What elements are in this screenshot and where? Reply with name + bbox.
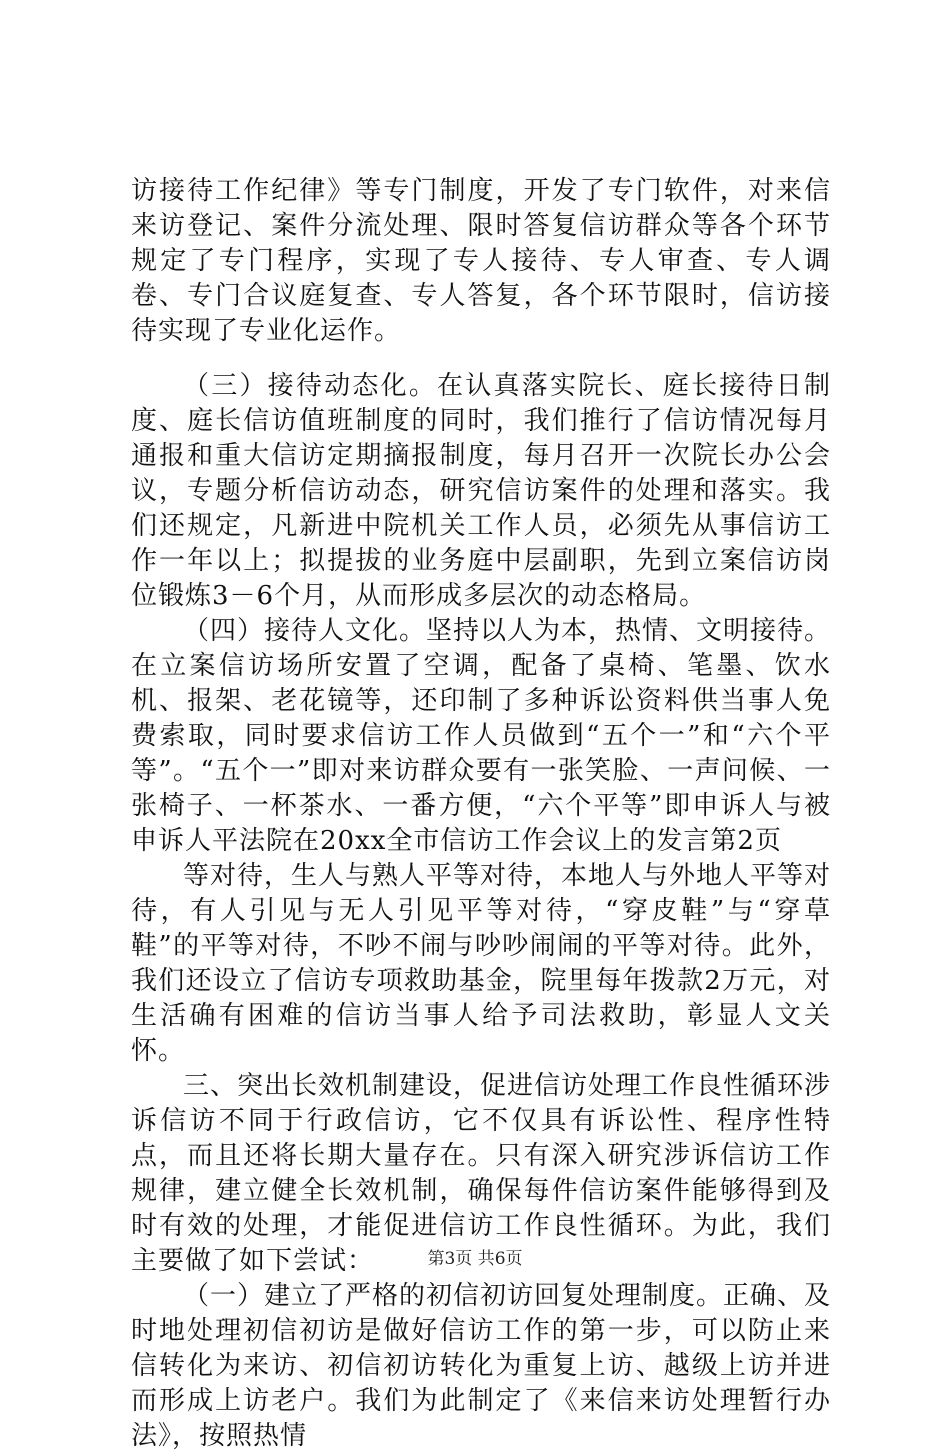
paragraph-1: 访接待工作纪律》等专门制度，开发了专门软件，对来信来访登记、案件分流处理、限时答复信访群众等各个环节规定了专门程序，实现了专人接待、专人审查、专人调卷、专门合议庭复查、专人答复，各个环节限时，信访接待实现了专业化运作。 [131, 176, 831, 346]
page-number-footer: 第3页 共6页 [427, 1249, 523, 1269]
paragraph-gap [131, 349, 831, 369]
paragraph-4: 等对待，生人与熟人平等对待，本地人与外地人平等对待，有人引见与无人引见平等对待，“穿皮鞋”与“穿草鞋”的平等对待，不吵不闹与吵吵闹闹的平等对待。此外，我们还设立了信访专项救助基金，院里每年拨款2万元，对生活确有困难的信访当事人给予司法救助，彰显人文关怀。 [131, 861, 832, 1066]
paragraph-6: （一）建立了严格的初信初访回复处理制度。正确、及时地处理初信初访是做好信访工作的第一步，可以防止来信转化为来访、初信初访转化为重复上访、越级上访并进而形成上访老户。我们为此制定了《来信来访处理暂行办法》，按照热情 [131, 1281, 832, 1451]
paragraph-5: 三、突出长效机制建设，促进信访处理工作良性循环涉诉信访不同于行政信访，它不仅具有诉讼性、程序性特点，而且还将长期大量存在。只有深入研究涉诉信访工作规律，建立健全长效机制，确保每件信访案件能够得到及时有效的处理，才能促进信访工作良性循环。为此，我们主要做了如下尝试： [131, 1071, 832, 1276]
paragraph-2: （三）接待动态化。在认真落实院长、庭长接待日制度、庭长信访值班制度的同时，我们推行了信访情况每月通报和重大信访定期摘报制度，每月召开一次院长办公会议，专题分析信访动态，研究信访案件的处理和落实。我们还规定，凡新进中院机关工作人员，必须先从事信访工作一年以上；拟提拔的业务庭中层副职，先到立案信访岗位锻炼3－6个月，从而形成多层次的动态格局。 [131, 371, 831, 611]
paragraph-3: （四）接待人文化。坚持以人为本，热情、文明接待。在立案信访场所安置了空调，配备了桌椅、笔墨、饮水机、报架、老花镜等，还印制了多种诉讼资料供当事人免费索取，同时要求信访工作人员做到“五个一”和“六个平等”。“五个一”即对来访群众要有一张笑脸、一声问候、一张椅子、一杯茶水、一番方便，“六个平等”即申诉人与被申诉人平法院在20xx全市信访工作会议上的发言第2页 [131, 616, 832, 856]
